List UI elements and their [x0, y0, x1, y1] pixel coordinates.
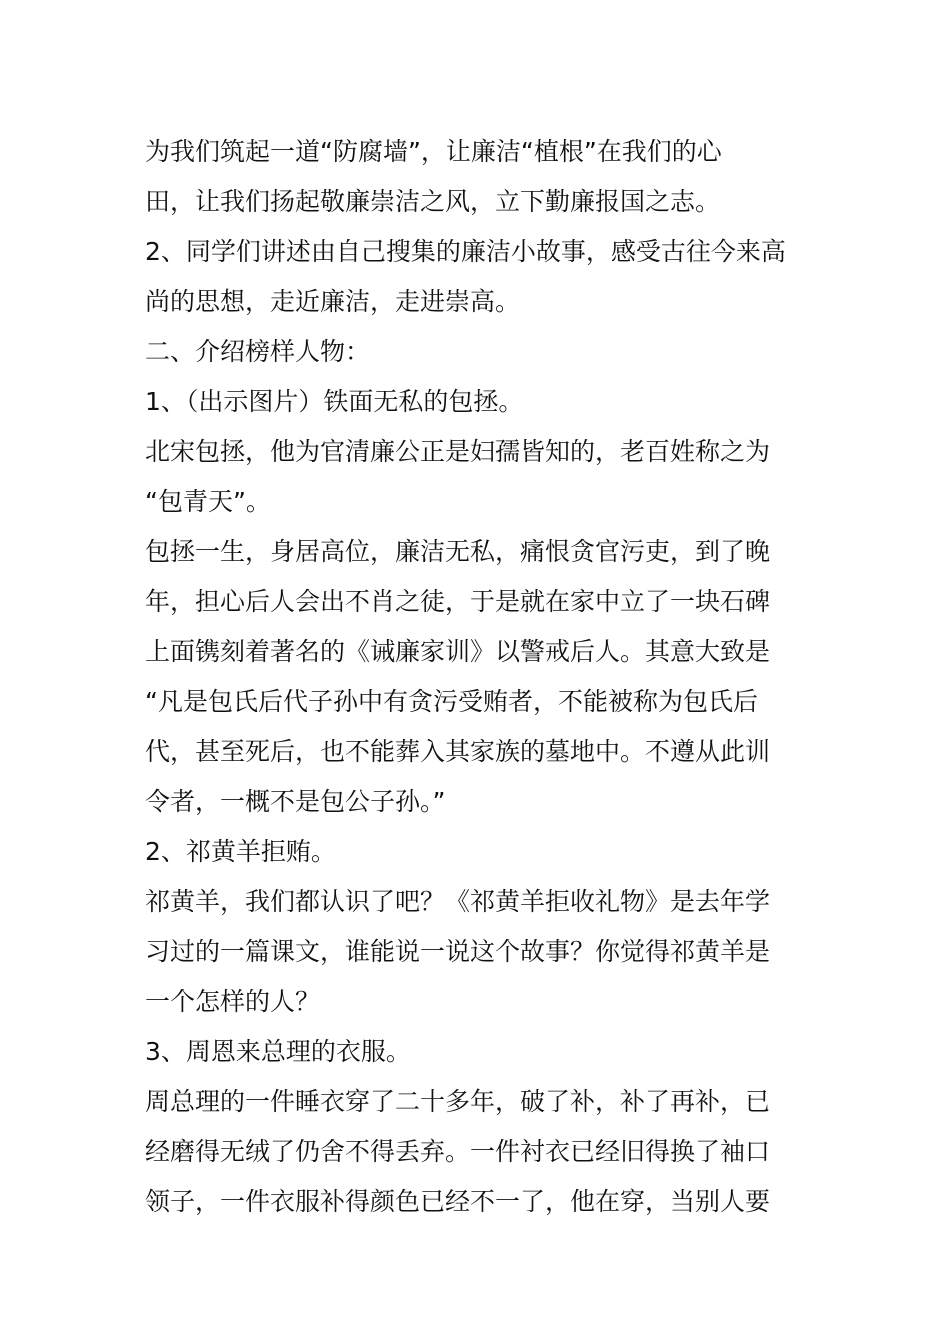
text-line-2: 田，让我们扬起敬廉崇洁之风，立下勤廉报国之志。: [145, 187, 721, 216]
text-line-18: 一个怎样的人？: [145, 987, 321, 1016]
subheading-3: 3、周恩来总理的衣服。: [145, 1037, 411, 1066]
text-line-14: 令者，一概不是包公子孙。”: [145, 787, 446, 816]
text-line-21: 经磨得无绒了仍舍不得丢弃。一件衬衣已经旧得换了袖口: [145, 1137, 771, 1166]
text-line-1: 为我们筑起一道“防腐墙”，让廉洁“植根”在我们的心: [145, 137, 722, 166]
subheading-2: 2、祁黄羊拒贿。: [145, 837, 336, 866]
text-line-10: 年，担心后人会出不肖之徒，于是就在家中立了一块石碑: [145, 587, 771, 616]
text-line-11: 上面镌刻着著名的《诫廉家训》以警戒后人。其意大致是: [145, 637, 771, 666]
text-line-8: “包青天”。: [145, 487, 271, 516]
text-line-17: 习过的一篇课文，谁能说一说这个故事？你觉得祁黄羊是: [145, 937, 771, 966]
document-body: [145, 127, 813, 1227]
subheading-1: 1、（出示图片）铁面无私的包拯。: [145, 387, 524, 416]
text-line-20: 周总理的一件睡衣穿了二十多年，破了补，补了再补，已: [145, 1087, 771, 1116]
text-line-9: 包拯一生，身居高位，廉洁无私，痛恨贪官污吏，到了晚: [145, 537, 771, 566]
text-line-12: “凡是包氏后代子孙中有贪污受贿者，不能被称为包氏后: [145, 687, 758, 716]
text-line-13: 代，甚至死后，也不能葬入其家族的墓地中。不遵从此训: [145, 737, 771, 766]
section-heading: 二、介绍榜样人物：: [145, 337, 371, 366]
text-line-7: 北宋包拯，他为官清廉公正是妇孺皆知的，老百姓称之为: [145, 437, 771, 466]
text-line-22: 领子，一件衣服补得颜色已经不一了，他在穿，当别人要: [145, 1187, 771, 1216]
text-line-16: 祁黄羊，我们都认识了吧？《祁黄羊拒收礼物》是去年学: [145, 887, 771, 916]
text-line-3: 2、同学们讲述由自己搜集的廉洁小故事，感受古往今来高: [145, 237, 786, 266]
text-line-4: 尚的思想，走近廉洁，走进崇高。: [145, 287, 521, 316]
